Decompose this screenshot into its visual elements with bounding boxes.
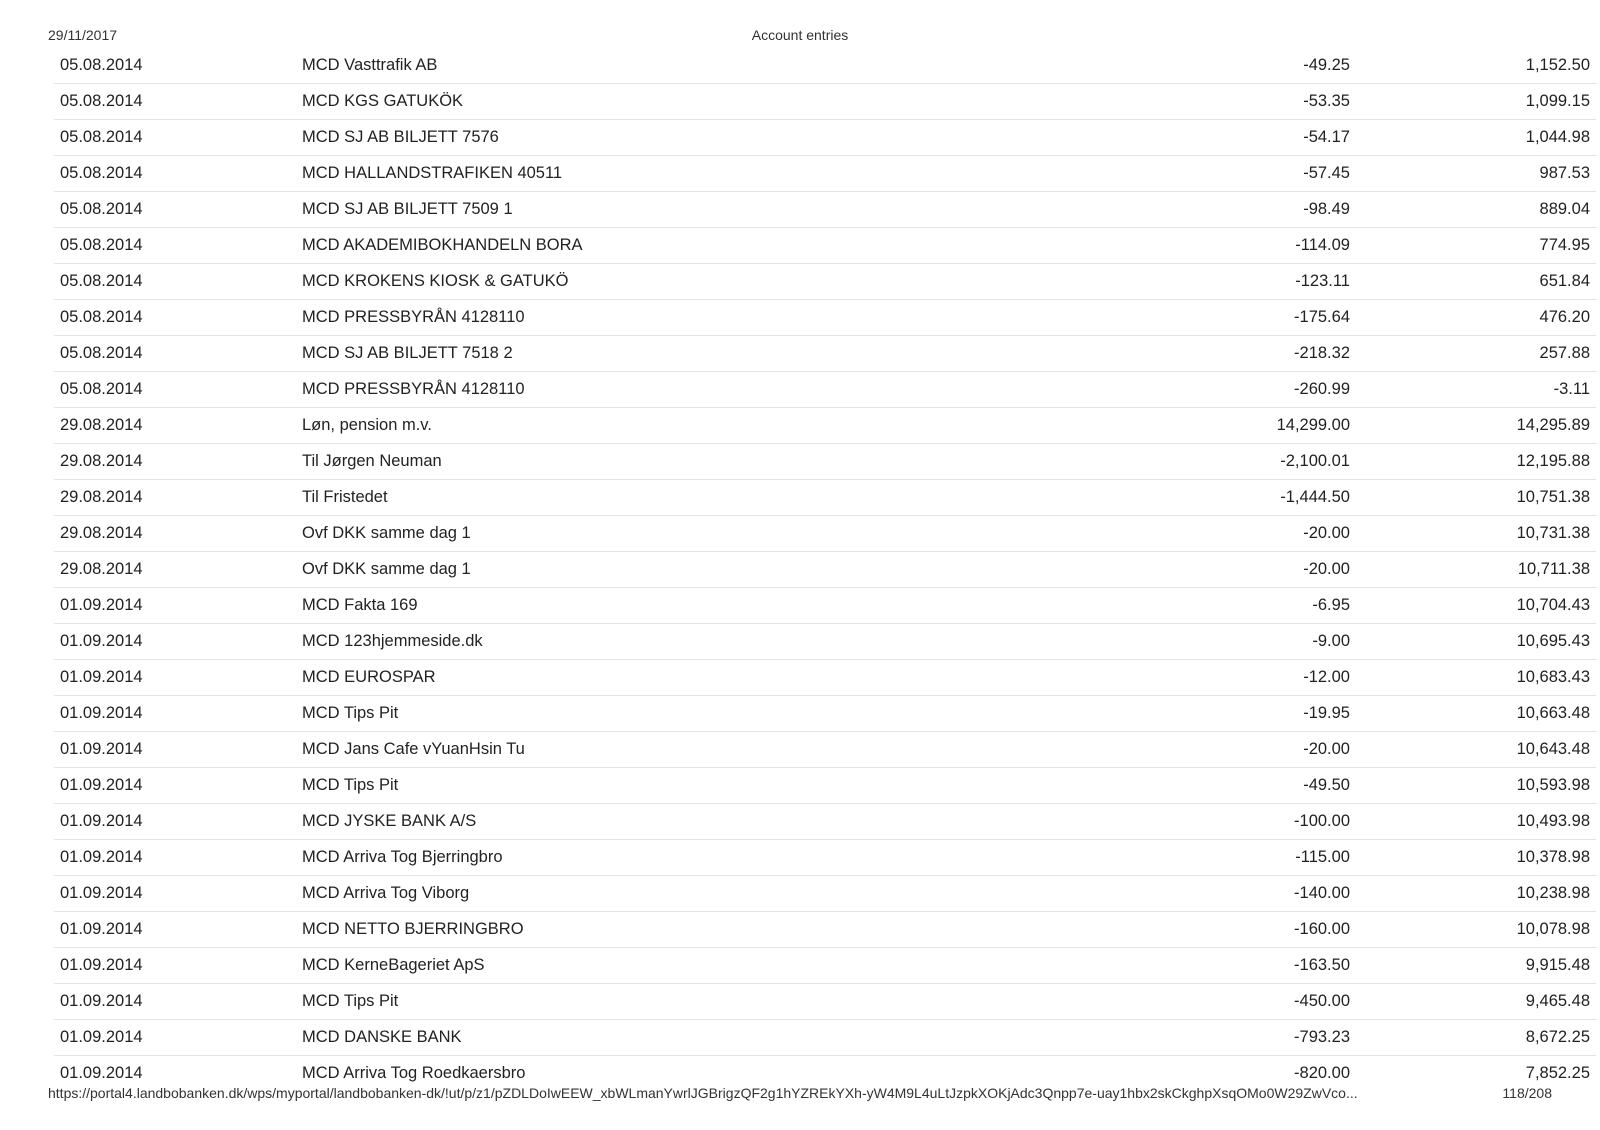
entry-date: 01.09.2014 [54,588,296,624]
table-row [54,336,1596,372]
entry-balance: 9,915.48 [1356,948,1596,984]
entry-date: 29.08.2014 [54,552,296,588]
entry-date: 01.09.2014 [60,1064,143,1082]
entry-date: 05.08.2014 [54,120,296,156]
entry-text: MCD SJ AB BILJETT 7509 1 [296,192,1016,228]
entry-balance: 1,099.15 [1356,84,1596,120]
table-row [54,588,1596,624]
entry-balance: 10,593.98 [1356,768,1596,804]
table-row [54,948,1596,984]
entry-date: 01.09.2014 [54,912,296,948]
entry-amount: -1,444.50 [1016,480,1356,516]
entry-date: 01.09.2014 [54,660,296,696]
entry-balance: 10,078.98 [1356,912,1596,948]
entry-amount: -9.00 [1016,624,1356,660]
table-row [54,912,1596,948]
entry-amount: -20.00 [1016,732,1356,768]
entry-date: 05.08.2014 [54,372,296,408]
entry-amount: -115.00 [1016,840,1356,876]
entry-amount: -218.32 [1016,336,1356,372]
table-row [54,804,1596,840]
entry-amount: -114.09 [1016,228,1356,264]
table-row [54,84,1596,120]
entry-text: MCD SJ AB BILJETT 7518 2 [296,336,1016,372]
table-row [54,192,1596,228]
entry-date: 29.08.2014 [54,516,296,552]
entry-date: 05.08.2014 [54,84,296,120]
table-row [54,300,1596,336]
table-row [54,444,1596,480]
table-row [54,156,1596,192]
entry-text: Ovf DKK samme dag 1 [296,516,1016,552]
table-row [54,480,1596,516]
entry-amount: -123.11 [1016,264,1356,300]
entry-balance: 257.88 [1356,336,1596,372]
entry-date: 01.09.2014 [54,624,296,660]
entry-text: MCD Arriva Tog Bjerringbro [296,840,1016,876]
entry-text: MCD SJ AB BILJETT 7576 [296,120,1016,156]
entry-text: MCD Tips Pit [296,696,1016,732]
table-row [54,732,1596,768]
table-row [54,120,1596,156]
entry-date: 01.09.2014 [54,984,296,1020]
table-row [54,840,1596,876]
entry-amount: -49.25 [1016,48,1356,84]
entry-amount: -49.50 [1016,768,1356,804]
entry-date: 01.09.2014 [54,732,296,768]
table-row [54,768,1596,804]
print-footer [48,1085,1552,1105]
entry-balance: 12,195.88 [1356,444,1596,480]
entry-text: Til Jørgen Neuman [296,444,1016,480]
entry-balance: 1,152.50 [1356,48,1596,84]
table-row [54,516,1596,552]
entry-balance: 476.20 [1356,300,1596,336]
entry-amount: 14,299.00 [1016,408,1356,444]
entry-text: MCD 123hjemmeside.dk [296,624,1016,660]
entry-text: MCD Tips Pit [296,984,1016,1020]
account-entries-body [54,48,1596,1091]
entry-amount: -260.99 [1016,372,1356,408]
entry-amount: -140.00 [1016,876,1356,912]
entry-amount: -820.00 [1294,1064,1350,1082]
entry-amount: -20.00 [1016,552,1356,588]
entry-text: MCD Arriva Tog Viborg [296,876,1016,912]
entry-amount: -163.50 [1016,948,1356,984]
entry-balance: 8,672.25 [1356,1020,1596,1056]
entry-balance: 987.53 [1356,156,1596,192]
entry-date: 05.08.2014 [54,336,296,372]
table-row [54,624,1596,660]
entry-text: MCD KROKENS KIOSK & GATUKÖ [296,264,1016,300]
entry-balance: 9,465.48 [1356,984,1596,1020]
entry-amount: -100.00 [1016,804,1356,840]
entry-amount: -53.35 [1016,84,1356,120]
table-row [54,660,1596,696]
page-number: 118/208 [1502,1085,1552,1101]
entry-amount: -450.00 [1016,984,1356,1020]
table-row [54,264,1596,300]
entry-balance: 14,295.89 [1356,408,1596,444]
entry-text: MCD PRESSBYRÅN 4128110 [296,372,1016,408]
entry-text: MCD KGS GATUKÖK [296,84,1016,120]
entry-balance: 7,852.25 [1525,1064,1590,1082]
table-row [54,876,1596,912]
entry-date: 29.08.2014 [54,444,296,480]
entry-text: MCD JYSKE BANK A/S [296,804,1016,840]
entry-amount: -98.49 [1016,192,1356,228]
entry-date: 29.08.2014 [54,408,296,444]
entry-balance: 10,751.38 [1356,480,1596,516]
entry-balance: 10,731.38 [1356,516,1596,552]
table-row [54,48,1596,84]
entry-date: 01.09.2014 [54,1020,296,1056]
entry-amount: -6.95 [1016,588,1356,624]
entry-text: MCD Jans Cafe vYuanHsin Tu [296,732,1016,768]
entry-text: MCD KerneBageriet ApS [296,948,1016,984]
entry-date: 01.09.2014 [54,840,296,876]
entry-text: MCD PRESSBYRÅN 4128110 [296,300,1016,336]
entry-amount: -12.00 [1016,660,1356,696]
entry-amount: -19.95 [1016,696,1356,732]
entry-text: MCD NETTO BJERRINGBRO [296,912,1016,948]
page-url: https://portal4.landbobanken.dk/wps/myportal/landbobanken-dk/!ut/p/z1/pZDLDoIwEEW_xbWLmanYwrlJGBrigzQF2g1hYZREkYXh-yW4M9L4uLtJzpkXOKjAdc3Qnpp7e-uay1hbx2skCkghpXsqOMo0W29ZwVco... [48,1085,1358,1101]
entry-text: MCD AKADEMIBOKHANDELN BORA [296,228,1016,264]
table-row [54,408,1596,444]
entry-text: MCD EUROSPAR [296,660,1016,696]
print-header [48,27,1552,47]
entry-amount: -175.64 [1016,300,1356,336]
entry-date: 05.08.2014 [54,264,296,300]
entry-amount: -160.00 [1016,912,1356,948]
entry-balance: 10,683.43 [1356,660,1596,696]
entry-balance: 10,711.38 [1356,552,1596,588]
table-row [54,984,1596,1020]
entry-balance: 651.84 [1356,264,1596,300]
entry-date: 05.08.2014 [54,192,296,228]
entry-date: 05.08.2014 [54,48,296,84]
entry-balance: 774.95 [1356,228,1596,264]
table-row [54,1020,1596,1056]
entry-text: MCD Fakta 169 [296,588,1016,624]
entry-balance: 10,378.98 [1356,840,1596,876]
entry-balance: 889.04 [1356,192,1596,228]
print-date: 29/11/2017 [48,27,118,43]
entry-text: Til Fristedet [296,480,1016,516]
entry-date: 05.08.2014 [54,300,296,336]
entry-date: 05.08.2014 [54,156,296,192]
table-row [54,696,1596,732]
table-row [54,228,1596,264]
entry-balance: 10,695.43 [1356,624,1596,660]
entry-balance: 10,663.48 [1356,696,1596,732]
entry-date: 01.09.2014 [54,948,296,984]
entry-date: 01.09.2014 [54,768,296,804]
entry-balance: 1,044.98 [1356,120,1596,156]
page-title: Account entries [751,27,849,43]
entry-date: 29.08.2014 [54,480,296,516]
entry-text: MCD Tips Pit [296,768,1016,804]
table-row [54,552,1596,588]
entry-balance: 10,704.43 [1356,588,1596,624]
entry-text: Løn, pension m.v. [296,408,1016,444]
entry-text: Ovf DKK samme dag 1 [296,552,1016,588]
entry-balance: 10,643.48 [1356,732,1596,768]
entry-amount: -57.45 [1016,156,1356,192]
entry-amount: -20.00 [1016,516,1356,552]
entry-balance: 10,493.98 [1356,804,1596,840]
entry-amount: -793.23 [1016,1020,1356,1056]
entry-text: MCD Arriva Tog Roedkaersbro [302,1064,526,1082]
entry-text: MCD HALLANDSTRAFIKEN 40511 [296,156,1016,192]
entry-text: MCD Vasttrafik AB [296,48,1016,84]
entry-balance: 10,238.98 [1356,876,1596,912]
entry-date: 01.09.2014 [54,804,296,840]
account-entries-table [54,48,1596,1091]
table-row [54,372,1596,408]
entry-date: 05.08.2014 [54,228,296,264]
entry-date: 01.09.2014 [54,876,296,912]
entry-balance: -3.11 [1356,372,1596,408]
entry-text: MCD DANSKE BANK [296,1020,1016,1056]
entry-amount: -2,100.01 [1016,444,1356,480]
entry-amount: -54.17 [1016,120,1356,156]
entry-date: 01.09.2014 [54,696,296,732]
